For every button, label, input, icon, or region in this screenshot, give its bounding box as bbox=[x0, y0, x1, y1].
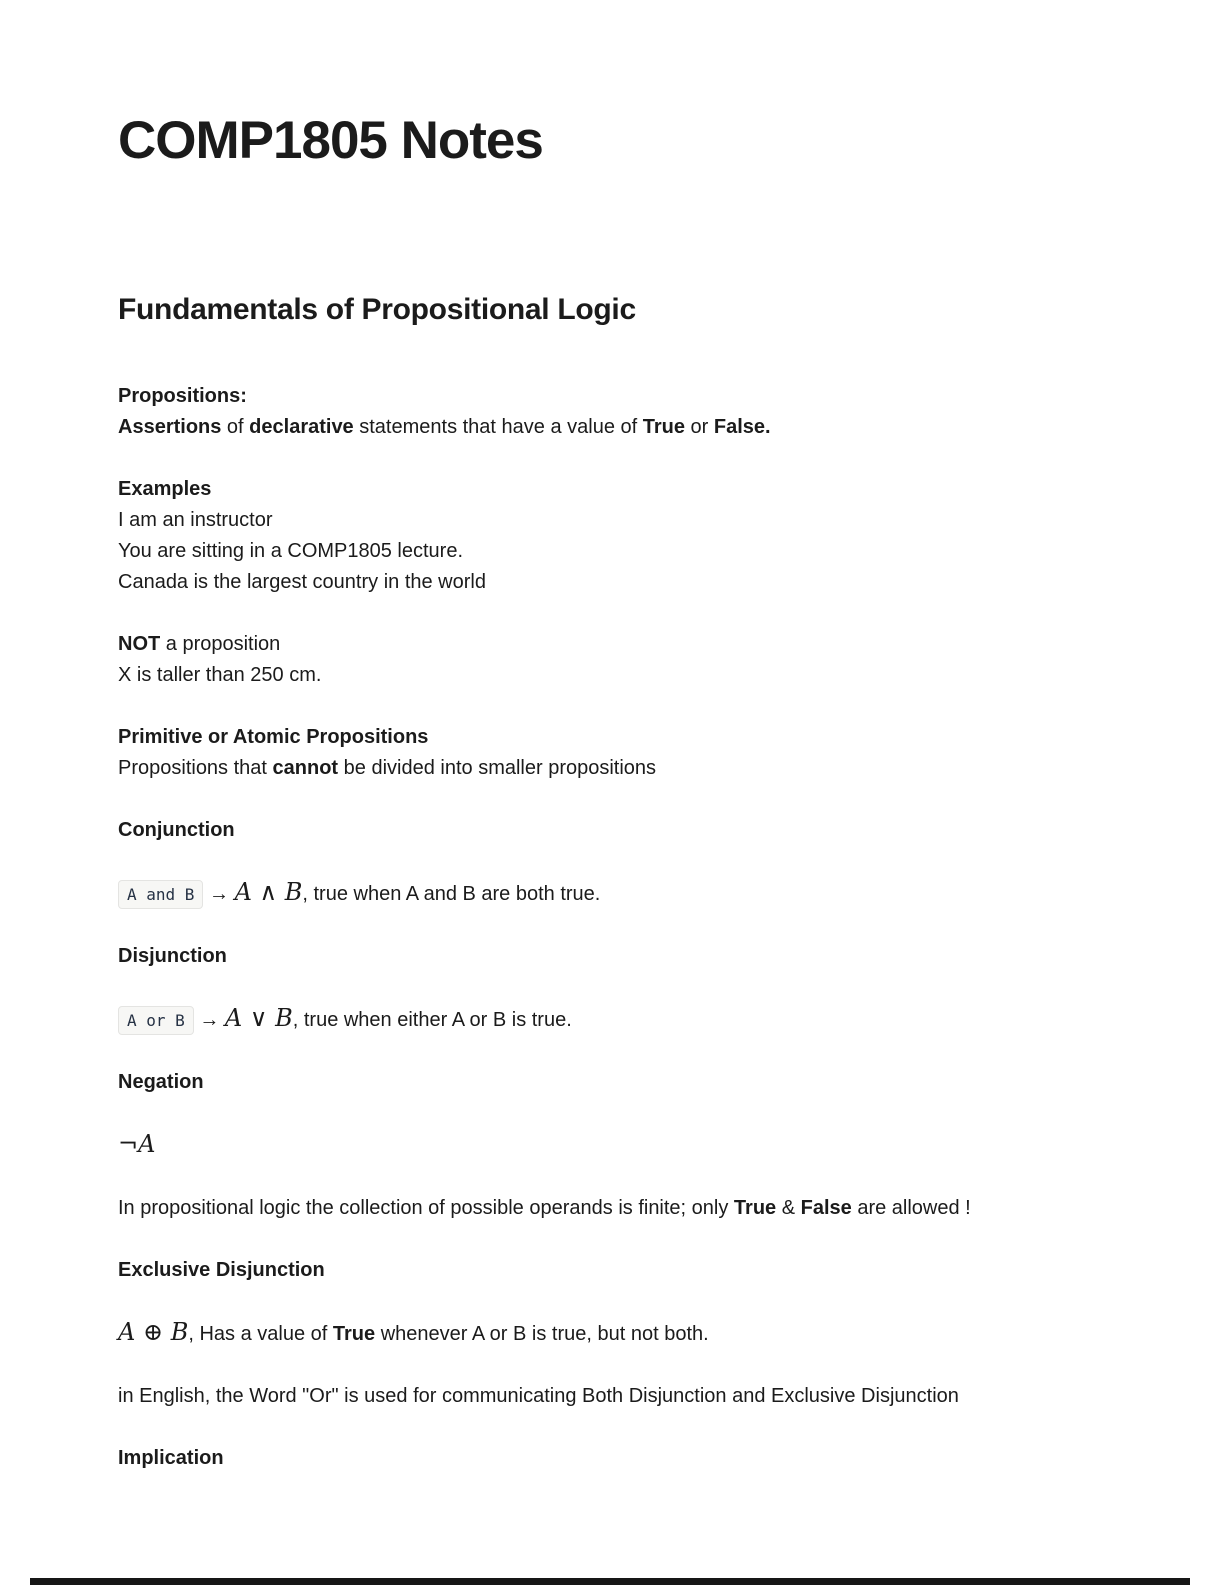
exclusive-disjunction-heading bbox=[118, 1255, 1107, 1286]
text-line bbox=[118, 1129, 1107, 1162]
math-expression: A ∧ B bbox=[234, 878, 303, 906]
text-line: X is taller than 250 cm. bbox=[118, 664, 322, 686]
text-line: in English, the Word "Or" is used for communicating Both Disjunction and Exclusive Disjunction bbox=[118, 1385, 959, 1407]
text-line: Propositions that cannot be divided into smaller propositions bbox=[118, 757, 657, 779]
disjunction-heading bbox=[118, 941, 1107, 972]
text-line: I am an instructor bbox=[118, 509, 273, 531]
text-line: In propositional logic the collection of possible operands is finite; only True & False are allowed ! bbox=[118, 1197, 971, 1219]
operands-note bbox=[118, 1193, 1107, 1224]
implication-heading bbox=[118, 1443, 1107, 1474]
text-line: A and B → A ∧ B, true when A and B are both true. bbox=[118, 877, 1107, 910]
text-line: Implication bbox=[118, 1447, 224, 1469]
inline-code: A and B bbox=[118, 880, 203, 909]
text-line: Assertions of declarative statements that have a value of True or False. bbox=[118, 416, 771, 438]
text-line: Conjunction bbox=[118, 819, 235, 841]
text-line: Propositions: bbox=[118, 385, 247, 407]
primitive-or-atomic-propositions bbox=[118, 722, 1107, 784]
exclusive-disjunction-formula bbox=[118, 1317, 1107, 1350]
disjunction-formula bbox=[118, 1003, 1107, 1036]
not-a-proposition bbox=[118, 629, 1107, 691]
section-heading: Fundamentals of Propositional Logic bbox=[118, 293, 636, 326]
english-or-note bbox=[118, 1381, 1107, 1412]
text-line: Examples bbox=[118, 478, 212, 500]
text-line: NOT a proposition bbox=[118, 633, 281, 655]
negation-formula bbox=[118, 1129, 1107, 1162]
text-line: A or B → A ∨ B, true when either A or B is true. bbox=[118, 1003, 1107, 1036]
text-line: A ⊕ B, Has a value of True whenever A or B is true, but not both. bbox=[118, 1318, 709, 1346]
conjunction-heading bbox=[118, 815, 1107, 846]
text-line: Negation bbox=[118, 1071, 204, 1093]
conjunction-formula bbox=[118, 877, 1107, 910]
text-line: Primitive or Atomic Propositions bbox=[118, 726, 429, 748]
text-line: Disjunction bbox=[118, 945, 227, 967]
math-expression: A ∨ B bbox=[224, 1004, 293, 1032]
math-expression: ¬A bbox=[118, 1130, 156, 1158]
examples bbox=[118, 474, 1107, 598]
note-blocks bbox=[118, 381, 1107, 1474]
page-title: COMP1805 Notes bbox=[118, 111, 543, 170]
math-expression: A ⊕ B bbox=[118, 1318, 189, 1346]
inline-code: A or B bbox=[118, 1006, 194, 1035]
cropped-dark-block-edge bbox=[30, 1578, 1190, 1585]
negation-heading bbox=[118, 1067, 1107, 1098]
text-line: Canada is the largest country in the world bbox=[118, 571, 486, 593]
propositions-definition bbox=[118, 381, 1107, 443]
text-line: Exclusive Disjunction bbox=[118, 1259, 325, 1281]
text-line: You are sitting in a COMP1805 lecture. bbox=[118, 540, 464, 562]
